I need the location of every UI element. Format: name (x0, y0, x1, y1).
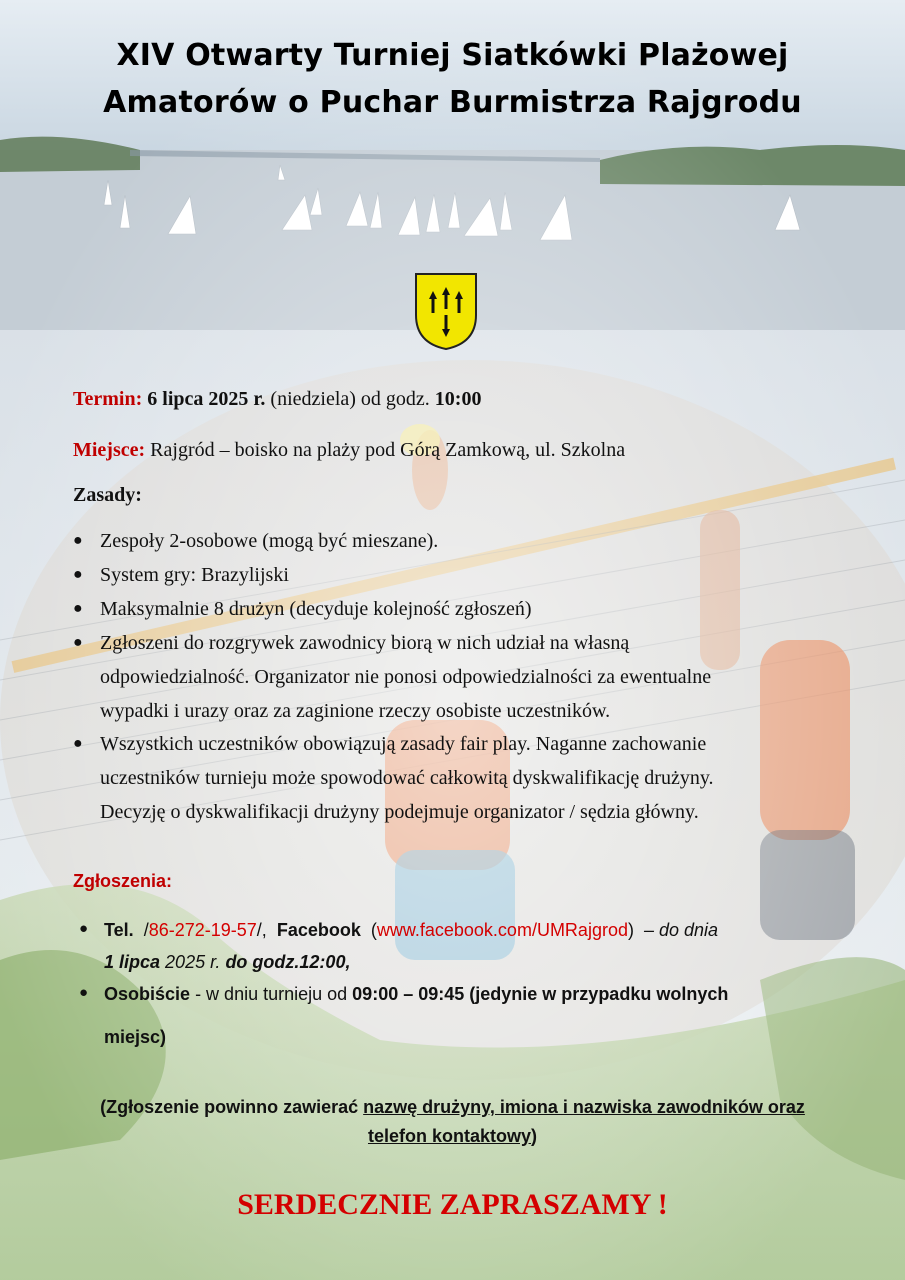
rule-text: odpowiedzialność. Organizator nie ponosi odpowiedzialności za ewentualne (100, 666, 712, 688)
note-underlined-2: telefon kontaktowy (367, 1126, 532, 1146)
deadline-year: 2025 r. (165, 952, 221, 972)
personal-note-end: miejsc) (104, 1027, 167, 1047)
miejsce-line (73, 439, 625, 462)
rule-text: Maksymalnie 8 drużyn (decyduje kolejność zgłoszeń) (100, 598, 532, 620)
bullet-icon: ● (73, 566, 83, 583)
rule-text: Zgłoszeni do rozgrywek zawodnicy biorą w nich udział na własną (100, 632, 630, 654)
note-open: (Zgłoszenie powinno zawierać (100, 1097, 364, 1117)
rule-text: uczestników turnieju może spowodować całkowitą dyskwalifikację drużyny. (100, 767, 714, 789)
zgloszenia-label: Zgłoszenia: (73, 871, 173, 891)
title-line-2: Amatorów o Puchar Burmistrza Rajgrodu (103, 85, 802, 120)
termin-label: Termin: (73, 388, 143, 410)
bullet-icon: ● (73, 735, 83, 752)
note-close: ) (531, 1126, 538, 1146)
termin-line (73, 388, 481, 411)
facebook-link[interactable]: www.facebook.com/UMRajgrod (376, 920, 628, 940)
tel-line (104, 920, 718, 941)
rule-text: Decyzję o dyskwalifikacji drużyny podejmuje organizator / sędzia główny. (100, 801, 699, 823)
page-title (0, 32, 905, 126)
rule-text: System gry: Brazylijski (100, 564, 289, 586)
zasady-label: Zasady: (73, 484, 142, 506)
fb-close: ) (627, 920, 634, 940)
tel-post: /, (256, 920, 267, 940)
phone-link[interactable]: 86-272-19-57 (148, 920, 257, 940)
personal-line (104, 984, 728, 1005)
tel-label: Tel. (104, 920, 134, 940)
bullet-icon: ● (73, 600, 83, 617)
termin-day: (niedziela) od godz. (270, 388, 430, 410)
termin-time: 10:00 (434, 388, 482, 410)
facebook-label: Facebook (276, 920, 361, 940)
application-note (0, 1093, 905, 1151)
deadline-date: 1 lipca (104, 952, 161, 972)
bullet-icon: ● (79, 920, 89, 937)
termin-date: 6 lipca 2025 r. (147, 388, 266, 410)
miejsce-label: Miejsce: (73, 439, 146, 461)
title-line-1: XIV Otwarty Turniej Siatkówki Plażowej (116, 38, 789, 73)
bullet-icon: ● (79, 984, 89, 1001)
deadline-pre: – do dnia (644, 920, 719, 940)
miejsce-value: Rajgród – boisko na plaży pod Górą Zamkową, ul. Szkolna (150, 439, 626, 461)
rule-text: Wszystkich uczestników obowiązują zasady fair play. Naganne zachowanie (100, 733, 707, 755)
bullet-icon: ● (73, 634, 83, 651)
invitation-footer: SERDECZNIE ZAPRASZAMY ! (237, 1188, 668, 1221)
deadline-time: do godz.12:00, (225, 952, 351, 972)
coat-of-arms-icon (413, 271, 479, 351)
note-underlined-1: nazwę drużyny, imiona i nazwiska zawodników oraz (363, 1097, 805, 1117)
deadline-line (104, 952, 350, 973)
bullet-icon: ● (73, 532, 83, 549)
rule-text: wypadki i urazy oraz za zaginione rzeczy osobiste uczestników. (100, 700, 611, 722)
rule-text: Zespoły 2-osobowe (mogą być mieszane). (100, 530, 439, 552)
tel-pre: / (143, 920, 149, 940)
fb-open: ( (370, 920, 377, 940)
personal-time: 09:00 – 09:45 (352, 984, 465, 1004)
personal-note: (jedynie w przypadku wolnych (469, 984, 729, 1004)
personal-text: - w dniu turnieju od (195, 984, 348, 1004)
personal-label: Osobiście (104, 984, 191, 1004)
